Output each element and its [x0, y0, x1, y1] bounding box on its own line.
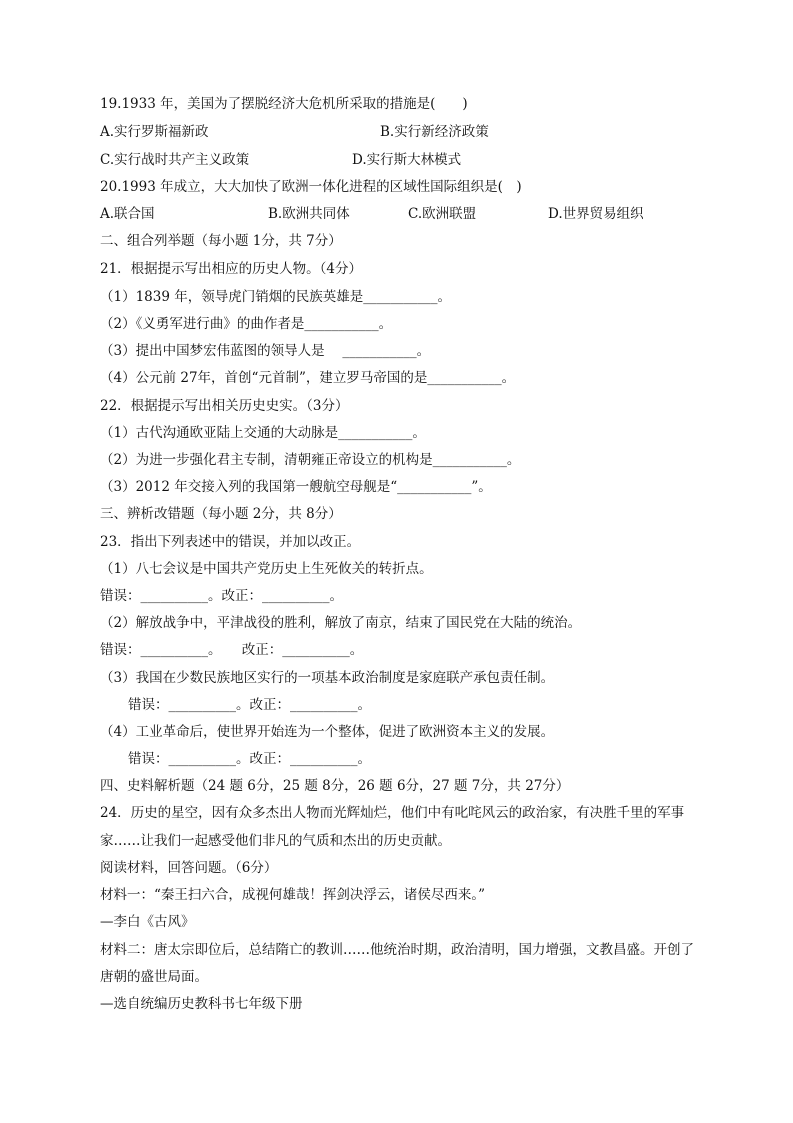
q23-answer-3: 错误：__________。改正：__________。	[128, 697, 371, 713]
material-2-line-1: 材料二：唐太宗即位后，总结隋亡的教训……他统治时期，政治清明，国力增强，文教昌盛。开创了	[100, 942, 694, 958]
section-3-heading: 三、辨析改错题（每小题 2分，共 8分）	[100, 506, 342, 522]
material-2-source: —选自统编历史教科书七年级下册	[100, 996, 303, 1012]
q22-item-3: （3）2012 年交接入列的我国第一艘航空母舰是“___________”。	[100, 479, 492, 495]
q19-option-d: D.实行斯大林模式	[352, 152, 462, 168]
q23-statement-4: （4）工业革命后，使世界开始连为一个整体，促进了欧洲资本主义的发展。	[100, 724, 555, 740]
q21-item-4: （4）公元前 27年，首创“元首制”，建立罗马帝国的是___________。	[100, 370, 516, 386]
q22-item-2: （2）为进一步强化君主专制，清朝雍正帝设立的机构是___________。	[100, 452, 521, 468]
q23-answer-4: 错误：__________。改正：__________。	[128, 751, 371, 767]
q21-item-3: （3）提出中国梦宏伟蓝图的领导人是 ___________。	[100, 343, 431, 359]
q19-option-b: B.实行新经济政策	[380, 124, 489, 140]
material-2-line-2: 唐朝的盛世局面。	[100, 969, 208, 985]
material-1: 材料一：“秦王扫六合，成视何雄哉！挥剑决浮云，诸侯尽西来。”	[100, 887, 486, 903]
q24-intro-line-2: 家……让我们一起感受他们非凡的气质和杰出的历史贡献。	[100, 833, 451, 849]
q20-option-c: C.欧洲联盟	[408, 206, 477, 222]
section-4-heading: 四、史料解析题（24 题 6分，25 题 8分，26 题 6分，27 题 7分，共 27分）	[100, 778, 570, 794]
q22-item-1: （1）古代沟通欧亚陆上交通的大动脉是___________。	[100, 425, 426, 441]
q19-option-a: A.实行罗斯福新政	[100, 124, 209, 140]
q24-instruction: 阅读材料，回答问题。（6分）	[100, 860, 278, 876]
material-1-source: —李白《古风》	[100, 914, 195, 930]
q19-stem: 19.1933 年，美国为了摆脱经济大危机所采取的措施是( )	[100, 96, 468, 112]
section-2-heading: 二、组合列举题（每小题 1分，共 7分）	[100, 233, 342, 249]
q24-intro-line-1: 24．历史的星空，因有众多杰出人物而光辉灿烂，他们中有叱咤风云的政治家，有决胜千里的军事	[100, 805, 685, 821]
q22-stem: 22．根据提示写出相关历史史实。（3分）	[100, 398, 349, 414]
q23-statement-1: （1）八七会议是中国共产党历史上生死攸关的转折点。	[100, 561, 433, 577]
q20-option-b: B.欧洲共同体	[268, 206, 350, 222]
q23-answer-2: 错误：__________。 改正：__________。	[100, 642, 364, 658]
q21-item-1: （1）1839 年，领导虎门销烟的民族英雄是___________。	[100, 289, 451, 305]
q23-stem: 23．指出下列表述中的错误，并加以改正。	[100, 534, 361, 550]
q23-statement-2: （2）解放战争中，平津战役的胜利，解放了南京，结束了国民党在大陆的统治。	[100, 615, 582, 631]
q23-answer-1: 错误：__________。改正：__________。	[100, 588, 343, 604]
q20-option-d: D.世界贸易组织	[548, 206, 644, 222]
q23-statement-3: （3）我国在少数民族地区实行的一项基本政治制度是家庭联产承包责任制。	[100, 670, 555, 686]
q20-option-a: A.联合国	[100, 206, 155, 222]
q19-option-c: C.实行战时共产主义政策	[100, 152, 250, 168]
q21-item-2: （2）《义勇军进行曲》的曲作者是___________。	[100, 316, 393, 332]
q21-stem: 21．根据提示写出相应的历史人物。（4分）	[100, 261, 363, 277]
q20-stem: 20.1993 年成立，大大加快了欧洲一体化进程的区域性国际组织是( )	[100, 179, 522, 195]
